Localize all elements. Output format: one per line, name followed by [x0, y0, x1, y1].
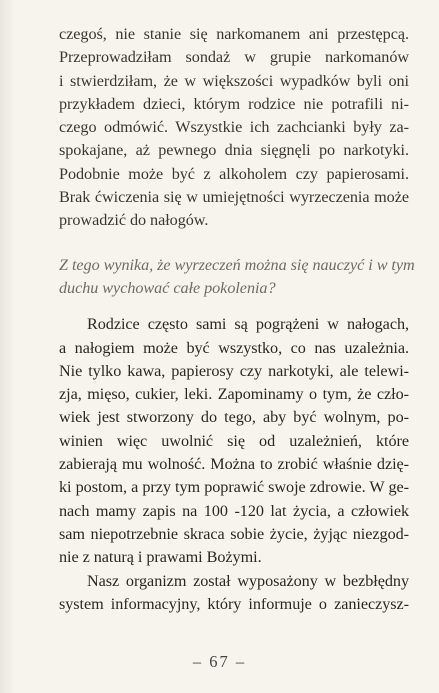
- text-line: zabierają mu wolność. Można to zrobić właśnie dzię-: [59, 455, 409, 474]
- text-line: spokajane, aż pewnego dnia sięgnęli po narkotyki.: [59, 141, 409, 160]
- page-number: – 67 –: [192, 652, 247, 671]
- paragraph-organism: [59, 570, 409, 617]
- text-line: wiek jest stworzony do tego, aby być wolnym, po-: [59, 408, 409, 427]
- question-line: duchu wychować całe pokolenia?: [59, 278, 276, 297]
- question-line: Z tego wynika, że wyrzeczeń można się nauczyć i w tym: [59, 255, 415, 274]
- text-line: Rodzice często sami są pogrążeni w nałogach,: [87, 315, 409, 334]
- paragraph-narcotics-survey: [59, 23, 409, 233]
- page-gutter-shadow: [0, 0, 16, 693]
- text-line: Nasz organizm został wyposażony w bezbłędny: [87, 571, 409, 590]
- page-text: [59, 23, 415, 616]
- text-line: czegoś, nie stanie się narkomanem ani przestępcą.: [59, 25, 409, 43]
- text-line: system informacyjny, który informuje o zanieczysz-: [59, 594, 409, 613]
- text-line: Nie tylko kawa, papierosy czy narkotyki, ale telewi-: [59, 361, 409, 380]
- text-line: Podobnie może być z alkoholem czy papierosami.: [59, 164, 409, 183]
- text-line: prowadzić do nałogów.: [59, 211, 209, 230]
- text-line: czego odmówić. Wszystkie ich zachcianki były za-: [59, 118, 409, 137]
- text-line: zja, mięso, cukier, leki. Zapominamy o tym, że czło-: [59, 385, 409, 404]
- text-line: sam niepotrzebnie skraca sobie życie, żyjąc niezgod-: [59, 524, 409, 543]
- text-line: nie z naturą i prawami Bożymi.: [59, 548, 262, 567]
- text-line: nach mamy zapis na 100 -120 lat życia, a człowiek: [59, 501, 409, 520]
- text-line: a nałogiem może być wszystko, co nas uzależnia.: [59, 338, 409, 357]
- text-line: i stwierdziłam, że w większości wypadków byli oni: [59, 71, 409, 90]
- text-line: winien więc uwolnić się od uzależnień, które: [59, 431, 409, 450]
- text-line: ki postom, a przy tym poprawić swoje zdrowie. W ge-: [59, 478, 409, 497]
- text-line: Przeprowadziłam sondaż w grupie narkomanów: [59, 48, 409, 67]
- text-line: Brak ćwiczenia się w umiejętności wyrzeczenia może: [59, 188, 409, 207]
- interview-question: [59, 254, 415, 301]
- paragraph-addictions: [59, 313, 409, 569]
- text-line: przykładem dzieci, którym rodzice nie potrafili ni-: [59, 94, 409, 113]
